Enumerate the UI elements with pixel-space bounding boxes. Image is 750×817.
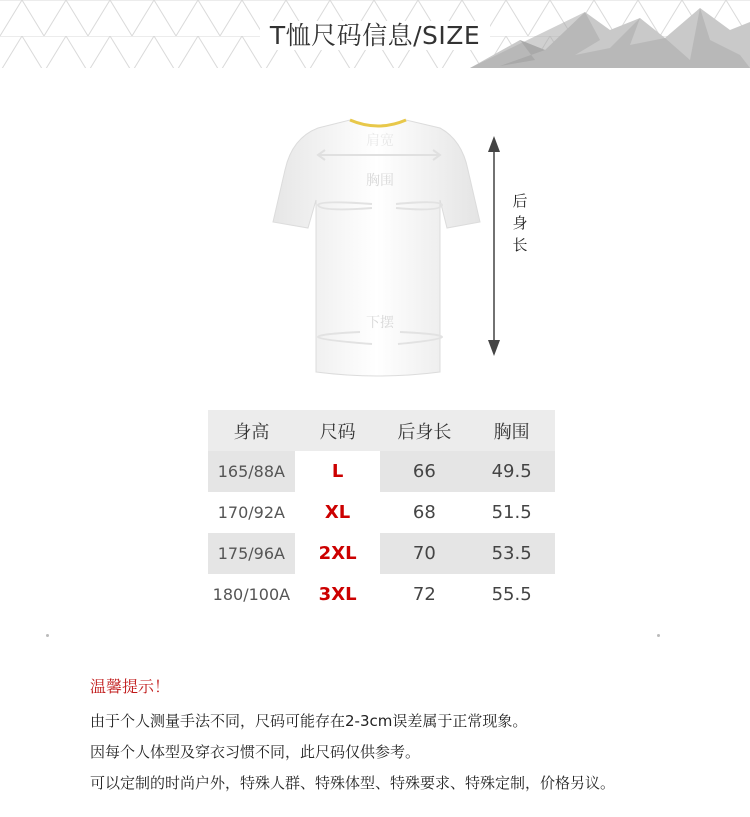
table-row (208, 492, 555, 533)
column-header: 尺码 (295, 410, 381, 451)
hem-label: 下摆 (366, 315, 394, 331)
table-row (208, 574, 555, 615)
height-cell: 170/92A (217, 503, 285, 522)
size-cell: XL (324, 502, 351, 523)
height-cell: 165/88A (208, 451, 295, 492)
header-banner (0, 0, 750, 72)
table-header-row (208, 410, 555, 451)
table-row (208, 533, 555, 574)
tip-line: 由于个人测量手法不同，尺码可能存在2-3cm误差属于正常现象。 (90, 712, 528, 730)
shoulder-label: 肩宽 (366, 133, 394, 149)
length-cell: 72 (412, 584, 436, 605)
length-cell: 66 (380, 451, 468, 492)
chest-label: 胸围 (366, 173, 394, 189)
chest-cell: 55.5 (491, 584, 532, 605)
tips-title: 温馨提示！ (90, 677, 171, 696)
decor-dot (46, 634, 49, 637)
length-label: 后 身 长 (512, 192, 528, 254)
length-cell: 70 (380, 533, 468, 574)
tip-line: 可以定制的时尚户外，特殊人群、特殊体型、特殊要求、特殊定制，价格另议。 (90, 774, 616, 792)
size-cell: L (331, 461, 344, 482)
page-title: T恤尺码信息/SIZE (0, 16, 750, 52)
tshirt-illustration (0, 100, 750, 400)
tip-line: 因每个人体型及穿衣习惯不同，此尺码仅供参考。 (90, 743, 421, 761)
column-header: 后身长 (380, 410, 468, 451)
height-cell: 175/96A (208, 533, 295, 574)
size-table (208, 410, 555, 615)
chest-cell: 53.5 (468, 533, 555, 574)
size-cell: 3XL (318, 584, 357, 605)
column-header: 胸围 (468, 410, 555, 451)
decor-dot (657, 634, 660, 637)
length-arrow (488, 136, 500, 356)
table-row (208, 451, 555, 492)
size-cell: 2XL (318, 543, 357, 564)
height-cell: 180/100A (212, 585, 291, 604)
chest-cell: 51.5 (491, 502, 532, 523)
column-header: 身高 (208, 410, 295, 451)
chest-cell: 49.5 (468, 451, 555, 492)
length-cell: 68 (412, 502, 436, 523)
